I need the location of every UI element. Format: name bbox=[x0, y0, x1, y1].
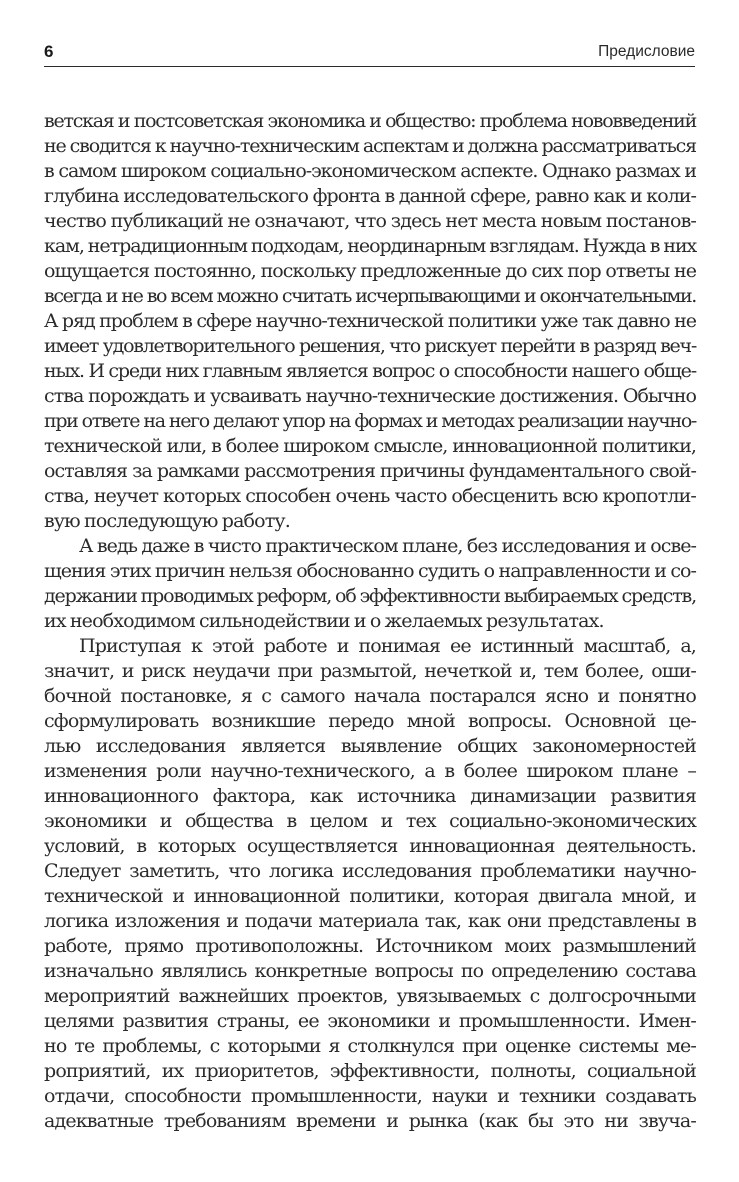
text-line: лью исследования является выявление общих закономерностей bbox=[44, 735, 696, 757]
text-line: адекватные требованиям времени и рынка (как бы это ни звуча- bbox=[44, 1110, 696, 1132]
text-line: мероприятий важнейших проектов, увязываемых с долгосрочными bbox=[44, 985, 696, 1007]
text-line: держании проводимых реформ, об эффективности выбираемых средств, bbox=[44, 585, 696, 607]
text-line: глубина исследовательского фронта в данной сфере, равно как и коли- bbox=[44, 185, 696, 207]
body-text bbox=[44, 109, 696, 1134]
text-line: условий, в которых осуществляется инновационная деятельность. bbox=[44, 835, 696, 857]
text-line: изначально являлись конкретные вопросы по определению состава bbox=[44, 960, 696, 982]
text-line: роприятий, их приоритетов, эффективности, полноты, социальной bbox=[44, 1060, 696, 1082]
text-line: технической или, в более широком смысле, инновационной политики, bbox=[44, 435, 696, 457]
text-line: всегда и не во всем можно считать исчерпывающими и окончательными. bbox=[44, 285, 696, 307]
text-line: целями развития страны, ее экономики и промышленности. Имен- bbox=[44, 1010, 696, 1032]
text-line: при ответе на него делают упор на формах и методах реализации научно- bbox=[44, 410, 696, 432]
text-line: их необходимом сильнодействии и о желаемых результатах. bbox=[44, 610, 604, 632]
text-line: не сводится к научно-техническим аспектам и должна рассматриваться bbox=[44, 135, 696, 157]
text-line: ощущается постоянно, поскольку предложенные до сих пор ответы не bbox=[44, 260, 696, 282]
text-line: экономики и общества в целом и тех социально-экономических bbox=[44, 810, 696, 832]
text-line: технической и инновационной политики, которая двигала мной, и bbox=[44, 885, 696, 907]
text-line: Приступая к этой работе и понимая ее истинный масштаб, а, bbox=[79, 635, 696, 657]
text-line: вую последующую работу. bbox=[44, 510, 290, 532]
text-line: имеет удовлетворительного решения, что рискует перейти в разряд веч- bbox=[44, 335, 696, 357]
text-line: сформулировать возникшие передо мной вопросы. Основной це- bbox=[44, 710, 696, 732]
text-line: ства, неучет которых способен очень часто обесценить всю кропотли- bbox=[44, 485, 696, 507]
text-line: отдачи, способности промышленности, науки и техники создавать bbox=[44, 1085, 696, 1107]
page-number: 6 bbox=[44, 42, 54, 61]
text-line: но те проблемы, с которыми я столкнулся при оценке системы ме- bbox=[44, 1035, 696, 1057]
text-line: инновационного фактора, как источника динамизации развития bbox=[44, 785, 696, 807]
text-line: ства порождать и усваивать научно-технические достижения. Обычно bbox=[44, 385, 696, 407]
text-line: А ведь даже в чисто практическом плане, без исследования и осве- bbox=[79, 535, 696, 557]
text-line: бочной постановке, я с самого начала постарался ясно и понятно bbox=[44, 685, 696, 707]
text-line: кам, нетрадиционным подходам, неординарным взглядам. Нужда в них bbox=[44, 235, 697, 257]
running-head: Предисловие bbox=[598, 43, 695, 60]
text-line: щения этих причин нельзя обоснованно судить о направленности и со- bbox=[44, 560, 696, 582]
text-line: Следует заметить, что логика исследования проблематики научно- bbox=[44, 860, 696, 882]
text-line: ветская и постсоветская экономика и общество: проблема нововведений bbox=[44, 110, 696, 132]
text-line: логика изложения и подачи материала так, как они представлены в bbox=[44, 910, 696, 932]
text-line: чество публикаций не означают, что здесь нет места новым постанов- bbox=[44, 210, 696, 232]
text-line: А ряд проблем в сфере научно-технической политики уже так давно не bbox=[44, 310, 696, 332]
text-line: в самом широком социально-экономическом аспекте. Однако размах и bbox=[44, 160, 696, 182]
page-header bbox=[44, 40, 695, 67]
text-line: оставляя за рамками рассмотрения причины фундаментального свой- bbox=[44, 460, 696, 482]
text-line: изменения роли научно-технического, а в более широком плане – bbox=[44, 760, 696, 782]
text-line: работе, прямо противоположны. Источником моих размышлений bbox=[44, 935, 696, 957]
text-line: ных. И среди них главным является вопрос о способности нашего обще- bbox=[44, 360, 696, 382]
text-line: значит, и риск неудачи при размытой, нечеткой и, тем более, оши- bbox=[44, 660, 696, 682]
